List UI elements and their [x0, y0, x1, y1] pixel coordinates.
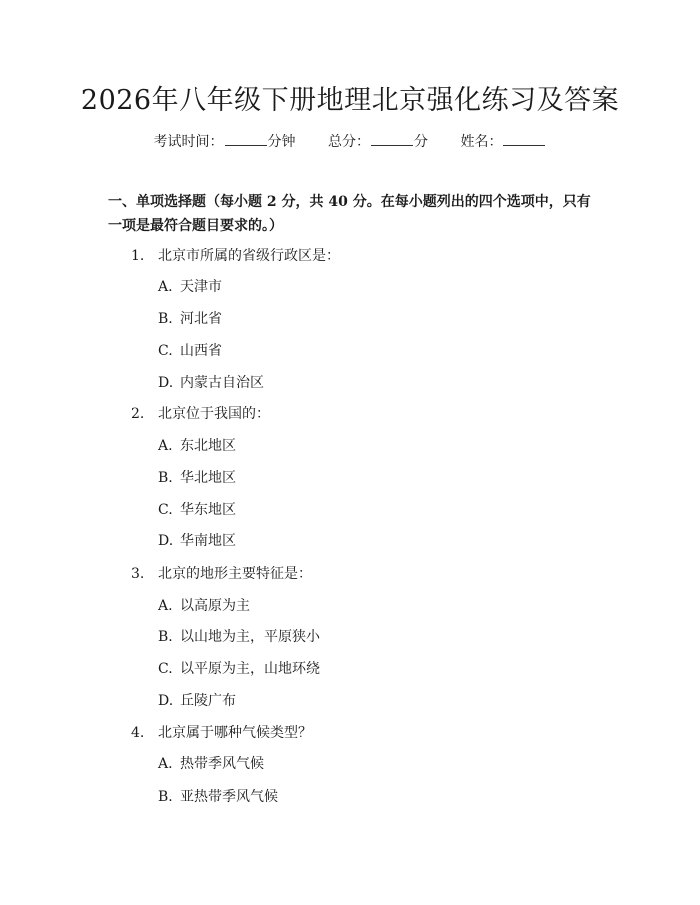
- question-text: 北京的地形主要特征是：: [158, 566, 312, 582]
- exam-time-unit: 分钟: [267, 134, 296, 150]
- question-text: 北京位于我国的：: [158, 406, 270, 422]
- option-4b: [158, 786, 278, 806]
- option-text: 天津市: [180, 279, 222, 295]
- option-4a: [158, 753, 264, 773]
- question-1: [131, 245, 340, 265]
- option-text: 内蒙古自治区: [180, 375, 264, 391]
- total-score: [328, 131, 428, 151]
- option-3c: [158, 658, 320, 678]
- exam-time-blank: [225, 133, 267, 146]
- student-name: [460, 131, 546, 151]
- option-letter: D.: [158, 693, 174, 709]
- exam-time: [154, 131, 296, 151]
- exam-time-label: 考试时间：: [153, 134, 224, 150]
- total-score-unit: 分: [414, 134, 428, 150]
- option-text: 华南地区: [180, 533, 236, 549]
- option-2d: [158, 530, 236, 550]
- student-name-blank: [503, 133, 545, 146]
- option-text: 亚热带季风气候: [180, 789, 278, 805]
- total-score-blank: [371, 133, 413, 146]
- option-letter: A.: [158, 438, 173, 454]
- option-letter: B.: [158, 311, 173, 327]
- question-4: [131, 722, 312, 742]
- option-2b: [158, 467, 236, 487]
- option-text: 热带季风气候: [180, 756, 264, 772]
- option-3b: [158, 626, 320, 646]
- section-heading: 一、单项选择题（每小题 2 分，共 40 分。在每小题列出的四个选项中，只有一项是最符合题目要求的。）: [108, 194, 591, 234]
- option-2c: [158, 499, 236, 519]
- question-number: 1.: [131, 248, 145, 264]
- question-number: 2.: [131, 406, 145, 422]
- total-score-label: 总分：: [328, 134, 370, 150]
- option-letter: A.: [158, 756, 173, 772]
- option-letter: D.: [158, 533, 174, 549]
- question-2: [131, 403, 270, 423]
- option-letter: C.: [158, 661, 173, 677]
- question-text: 北京属于哪种气候类型？: [158, 725, 312, 741]
- option-letter: D.: [158, 375, 174, 391]
- option-1d: [158, 372, 264, 392]
- option-letter: B.: [158, 470, 173, 486]
- document-title: 2026年八年级下册地理北京强化练习及答案: [80, 85, 620, 116]
- option-text: 丘陵广布: [180, 693, 236, 709]
- option-letter: A.: [158, 598, 173, 614]
- option-1b: [158, 308, 222, 328]
- option-letter: B.: [158, 629, 173, 645]
- student-name-label: 姓名：: [460, 134, 503, 150]
- question-3: [131, 563, 312, 583]
- question-number: 4.: [131, 725, 145, 741]
- option-letter: C.: [158, 343, 173, 359]
- option-text: 山西省: [180, 343, 222, 359]
- exam-info: [0, 131, 700, 151]
- option-1c: [158, 340, 222, 360]
- option-2a: [158, 435, 236, 455]
- question-text: 北京市所属的省级行政区是：: [158, 248, 340, 264]
- option-text: 以山地为主，平原狭小: [180, 629, 320, 645]
- option-3d: [158, 690, 236, 710]
- option-text: 东北地区: [180, 438, 236, 454]
- option-text: 华东地区: [180, 502, 236, 518]
- option-text: 以平原为主，山地环绕: [180, 661, 320, 677]
- option-1a: [158, 276, 222, 296]
- option-3a: [158, 595, 250, 615]
- option-letter: C.: [158, 502, 173, 518]
- option-letter: B.: [158, 789, 173, 805]
- question-number: 3.: [131, 566, 145, 582]
- option-text: 华北地区: [180, 470, 236, 486]
- option-text: 河北省: [180, 311, 222, 327]
- option-text: 以高原为主: [180, 598, 250, 614]
- option-letter: A.: [158, 279, 173, 295]
